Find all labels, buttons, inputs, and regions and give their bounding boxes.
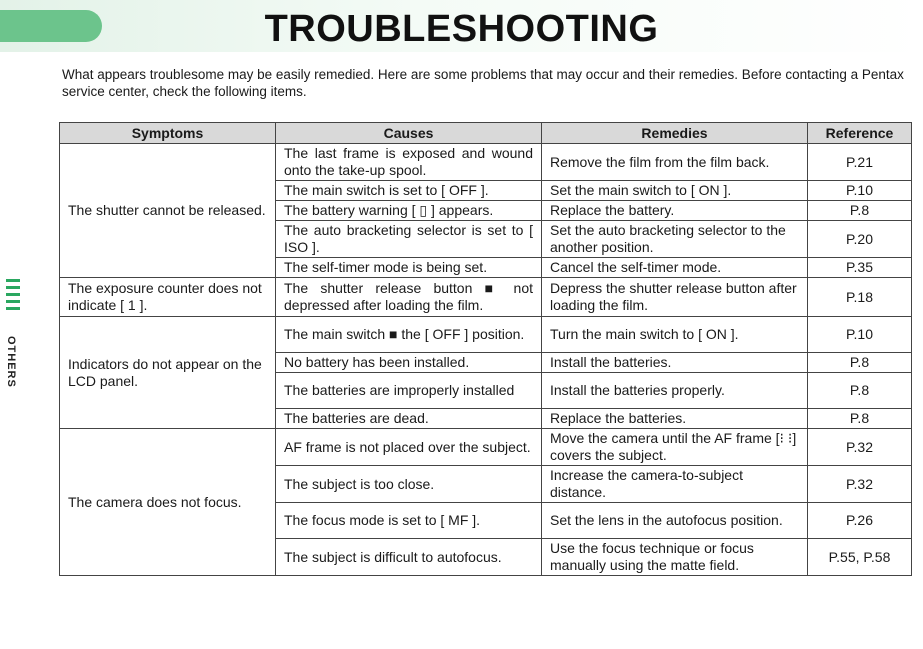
reference-cell: P.18 (808, 278, 912, 317)
cause-cell: The focus mode is set to [ MF ]. (276, 503, 542, 539)
header-remedies: Remedies (542, 123, 808, 144)
cause-cell: The batteries are improperly installed (276, 373, 542, 409)
table-header-row (60, 123, 912, 144)
reference-cell: P.8 (808, 373, 912, 409)
symptom-cell: The exposure counter does not indicate [ 1 ]. (60, 278, 276, 317)
section-side-label: OTHERS (5, 336, 17, 388)
remedy-cell: Replace the batteries. (542, 409, 808, 429)
reference-cell: P.55, P.58 (808, 539, 912, 576)
cause-cell: The subject is difficult to autofocus. (276, 539, 542, 576)
header-symptoms: Symptoms (60, 123, 276, 144)
cause-cell: The shutter release button ■ not depressed after loading the film. (276, 278, 542, 317)
reference-cell: P.10 (808, 317, 912, 353)
cause-cell: AF frame is not placed over the subject. (276, 429, 542, 466)
section-marker-bars (6, 279, 20, 314)
remedy-cell: Remove the film from the film back. (542, 144, 808, 181)
symptom-cell: The camera does not focus. (60, 429, 276, 576)
cause-cell: The main switch ■ the [ OFF ] position. (276, 317, 542, 353)
cause-cell: No battery has been installed. (276, 353, 542, 373)
header-reference: Reference (808, 123, 912, 144)
remedy-cell: Move the camera until the AF frame [⁝ ⁝] covers the subject. (542, 429, 808, 466)
reference-cell: P.8 (808, 409, 912, 429)
troubleshooting-table (59, 122, 912, 576)
reference-cell: P.32 (808, 466, 912, 503)
reference-cell: P.8 (808, 201, 912, 221)
symptom-cell: Indicators do not appear on the LCD panel. (60, 317, 276, 429)
remedy-cell: Set the auto bracketing selector to the another position. (542, 221, 808, 258)
remedy-cell: Install the batteries. (542, 353, 808, 373)
cause-cell: The last frame is exposed and wound onto the take-up spool. (276, 144, 542, 181)
cause-cell: The batteries are dead. (276, 409, 542, 429)
page-title: TROUBLESHOOTING (264, 8, 659, 50)
reference-cell: P.8 (808, 353, 912, 373)
remedy-cell: Use the focus technique or focus manually using the matte field. (542, 539, 808, 576)
reference-cell: P.35 (808, 258, 912, 278)
intro-paragraph: What appears troublesome may be easily remedied. Here are some problems that may occur and their remedies. Before contacting a Pentax service center, check the following items. (62, 67, 904, 99)
table-row (60, 144, 912, 181)
table-row (60, 278, 912, 317)
header-causes: Causes (276, 123, 542, 144)
reference-cell: P.26 (808, 503, 912, 539)
reference-cell: P.21 (808, 144, 912, 181)
table-row (60, 317, 912, 353)
remedy-cell: Set the lens in the autofocus position. (542, 503, 808, 539)
symptom-cell: The shutter cannot be released. (60, 144, 276, 278)
remedy-cell: Cancel the self-timer mode. (542, 258, 808, 278)
cause-cell: The main switch is set to [ OFF ]. (276, 181, 542, 201)
reference-cell: P.32 (808, 429, 912, 466)
remedy-cell: Turn the main switch to [ ON ]. (542, 317, 808, 353)
reference-cell: P.20 (808, 221, 912, 258)
remedy-cell: Replace the battery. (542, 201, 808, 221)
remedy-cell: Increase the camera-to-subject distance. (542, 466, 808, 503)
cause-cell: The subject is too close. (276, 466, 542, 503)
remedy-cell: Set the main switch to [ ON ]. (542, 181, 808, 201)
reference-cell: P.10 (808, 181, 912, 201)
cause-cell: The self-timer mode is being set. (276, 258, 542, 278)
remedy-cell: Depress the shutter release button after loading the film. (542, 278, 808, 317)
cause-cell: The battery warning [ ▯ ] appears. (276, 201, 542, 221)
cause-cell: The auto bracketing selector is set to [ ISO ]. (276, 221, 542, 258)
table-body (60, 144, 912, 576)
table-row (60, 429, 912, 466)
remedy-cell: Install the batteries properly. (542, 373, 808, 409)
